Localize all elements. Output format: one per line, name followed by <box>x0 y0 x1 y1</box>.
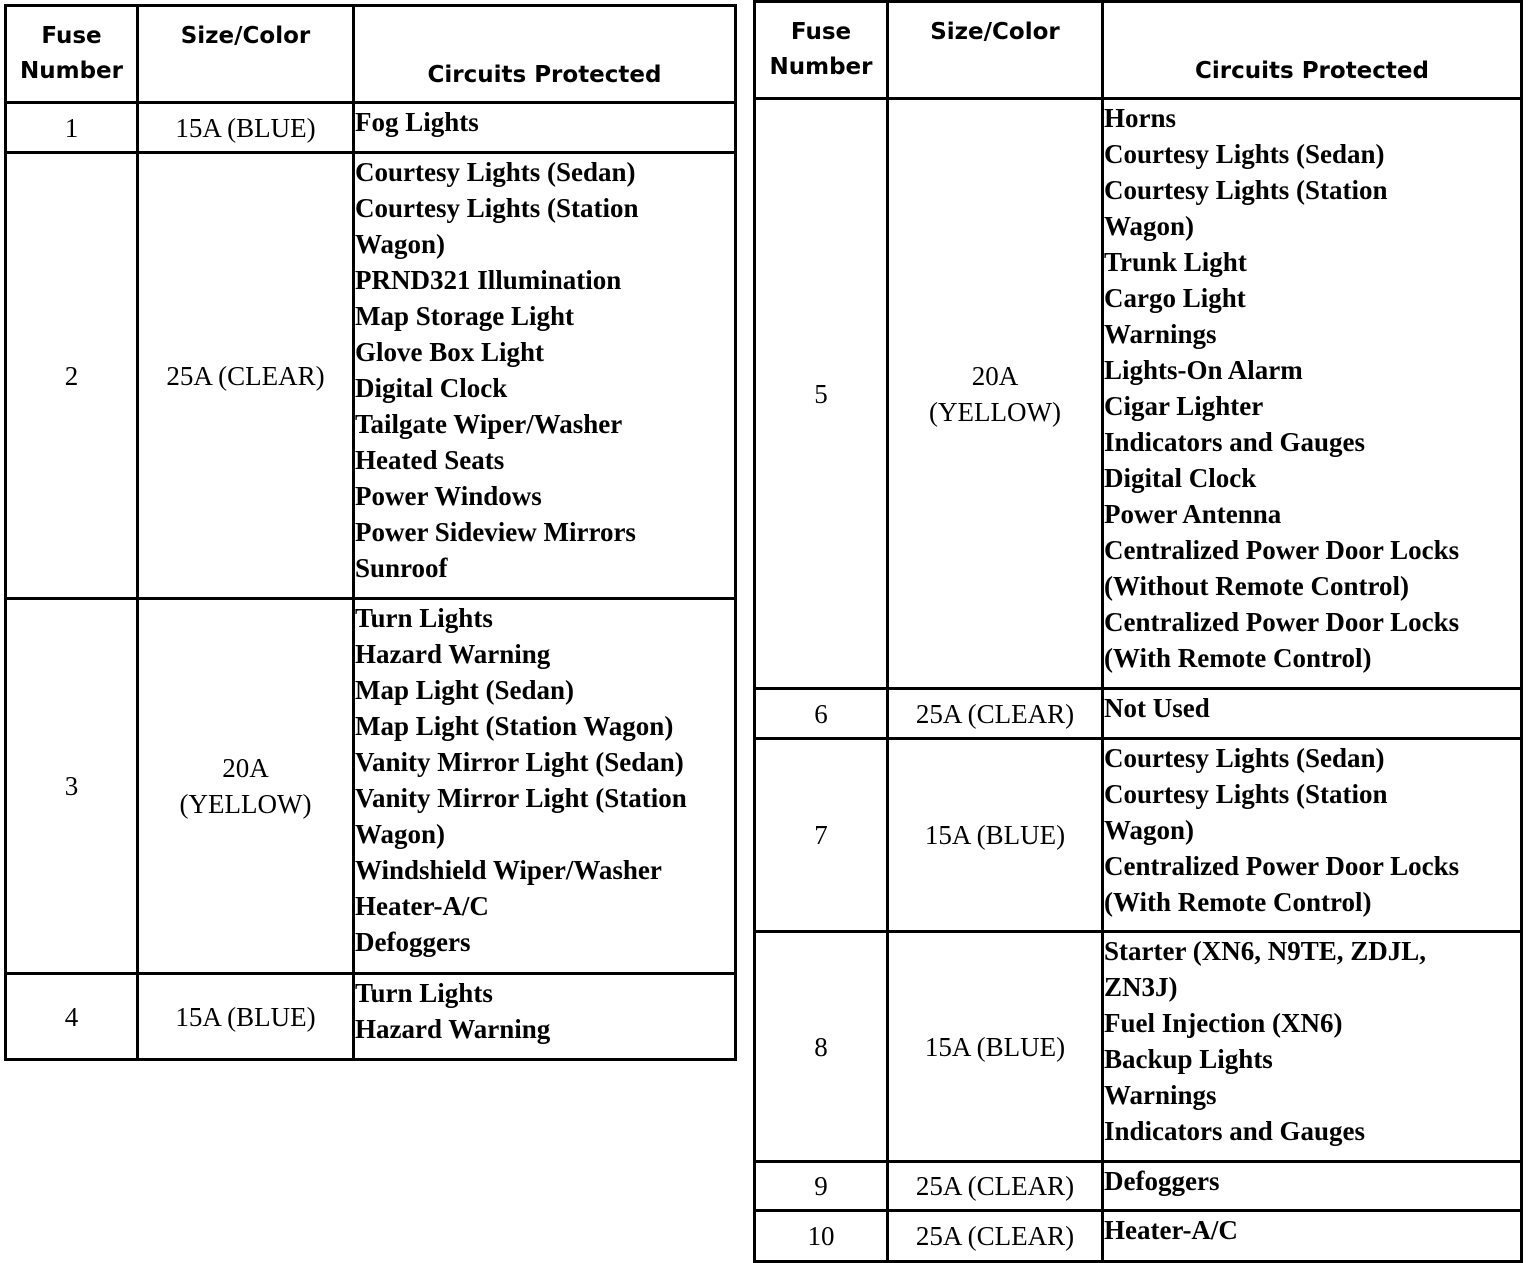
fuse-number: 3 <box>6 599 138 974</box>
header-size-color: Size/Color <box>138 6 354 103</box>
fuse-number: 1 <box>6 103 138 153</box>
header-size-color: Size/Color <box>888 2 1103 99</box>
circuit-item: Not Used <box>1104 693 1210 723</box>
header-fuse-line1: Fuse <box>790 19 852 45</box>
circuit-item: Lights-On Alarm <box>1104 355 1303 385</box>
table-row <box>755 689 1522 739</box>
circuits-cell <box>1103 1211 1522 1262</box>
circuit-item: Warnings <box>1104 319 1217 349</box>
circuits-cell <box>1103 99 1522 689</box>
circuit-item: Map Storage Light <box>355 301 574 331</box>
fuse-number: 8 <box>755 932 888 1162</box>
fuse-size <box>888 99 1103 689</box>
circuit-item: Wagon) <box>1104 211 1195 241</box>
circuit-item: Vanity Mirror Light (Sedan) <box>355 747 684 777</box>
circuit-item: Defoggers <box>1104 1166 1220 1196</box>
circuit-item: Map Light (Station Wagon) <box>355 711 674 741</box>
fuse-size-line1: 20A <box>971 360 1019 391</box>
circuit-item: Fog Lights <box>355 107 479 137</box>
fuse-table-left <box>4 4 737 1061</box>
fuse-number: 7 <box>755 739 888 932</box>
circuit-item: Defoggers <box>355 927 471 957</box>
circuits-cell <box>354 103 736 153</box>
table-row <box>6 153 736 599</box>
circuit-item: Wagon) <box>355 819 446 849</box>
circuit-item: Map Light (Sedan) <box>355 675 575 705</box>
fuse-size <box>138 599 354 974</box>
header-circuits: Circuits Protected <box>1103 2 1522 99</box>
circuit-item: Tailgate Wiper/Washer <box>355 409 623 439</box>
circuit-item: PRND321 Illumination <box>355 265 622 295</box>
header-row <box>755 2 1522 99</box>
circuit-item: Indicators and Gauges <box>1104 427 1366 457</box>
circuit-item: Wagon) <box>355 229 446 259</box>
header-fuse-line2: Number <box>20 58 123 84</box>
fuse-size: 25A (CLEAR) <box>888 689 1103 739</box>
fuse-number: 2 <box>6 153 138 599</box>
circuit-item: Heater-A/C <box>355 891 489 921</box>
circuit-item: Heater-A/C <box>1104 1215 1238 1245</box>
circuit-item: Courtesy Lights (Sedan) <box>1104 743 1385 773</box>
circuits-cell <box>1103 1162 1522 1211</box>
table-row <box>755 1162 1522 1211</box>
circuit-item: Starter (XN6, N9TE, ZDJL, <box>1104 936 1426 966</box>
header-fuse-number <box>755 2 888 99</box>
fuse-table-right <box>753 0 1523 1263</box>
circuit-item: Courtesy Lights (Station <box>355 193 639 223</box>
circuit-item: (Without Remote Control) <box>1104 571 1409 601</box>
circuit-item: ZN3J) <box>1104 972 1178 1002</box>
circuit-item: Horns <box>1104 103 1177 133</box>
circuit-item: Warnings <box>1104 1080 1217 1110</box>
circuit-item: Power Antenna <box>1104 499 1282 529</box>
header-fuse-number <box>6 6 138 103</box>
table-row <box>6 974 736 1060</box>
fuse-size-line1: 20A <box>222 753 269 783</box>
header-fuse-line1: Fuse <box>41 23 102 49</box>
fuse-size: 15A (BLUE) <box>138 103 354 153</box>
circuit-item: (With Remote Control) <box>1104 643 1372 673</box>
circuit-item: Fuel Injection (XN6) <box>1104 1008 1343 1038</box>
circuit-item: Hazard Warning <box>355 639 551 669</box>
circuits-cell <box>354 974 736 1060</box>
circuits-cell <box>354 599 736 974</box>
table-row <box>755 932 1522 1162</box>
circuit-item: Power Sideview Mirrors <box>355 517 636 547</box>
circuit-item: Wagon) <box>1104 815 1195 845</box>
circuit-item: Sunroof <box>355 553 448 583</box>
circuit-item: Hazard Warning <box>355 1014 551 1044</box>
fuse-size: 15A (BLUE) <box>888 932 1103 1162</box>
circuit-item: Backup Lights <box>1104 1044 1273 1074</box>
header-circuits: Circuits Protected <box>354 6 736 103</box>
table-row <box>755 739 1522 932</box>
circuit-item: Courtesy Lights (Sedan) <box>355 157 636 187</box>
circuit-item: Cargo Light <box>1104 283 1246 313</box>
circuits-cell <box>354 153 736 599</box>
fuse-size: 15A (BLUE) <box>888 739 1103 932</box>
circuit-item: Vanity Mirror Light (Station <box>355 783 687 813</box>
fuse-size: 25A (CLEAR) <box>138 153 354 599</box>
circuit-item: Centralized Power Door Locks <box>1104 607 1460 637</box>
fuse-number: 4 <box>6 974 138 1060</box>
circuits-cell <box>1103 932 1522 1162</box>
circuit-item: Cigar Lighter <box>1104 391 1264 421</box>
circuit-item: Trunk Light <box>1104 247 1247 277</box>
fuse-size-line2: (YELLOW) <box>179 789 312 819</box>
header-fuse-line2: Number <box>769 54 873 80</box>
circuit-item: Turn Lights <box>355 978 493 1008</box>
circuit-item: Indicators and Gauges <box>1104 1116 1366 1146</box>
table-row <box>6 103 736 153</box>
circuit-item: Courtesy Lights (Sedan) <box>1104 139 1385 169</box>
fuse-number: 6 <box>755 689 888 739</box>
fuse-size: 25A (CLEAR) <box>888 1162 1103 1211</box>
circuit-item: Digital Clock <box>355 373 508 403</box>
circuit-item: Centralized Power Door Locks <box>1104 535 1460 565</box>
circuit-item: Heated Seats <box>355 445 505 475</box>
fuse-number: 9 <box>755 1162 888 1211</box>
fuse-size: 15A (BLUE) <box>138 974 354 1060</box>
table-row <box>6 599 736 974</box>
circuit-item: Courtesy Lights (Station <box>1104 175 1388 205</box>
table-row <box>755 1211 1522 1262</box>
fuse-number: 5 <box>755 99 888 689</box>
table-row <box>755 99 1522 689</box>
circuit-item: Windshield Wiper/Washer <box>355 855 662 885</box>
fuse-number: 10 <box>755 1211 888 1262</box>
circuit-item: Turn Lights <box>355 603 493 633</box>
circuits-cell <box>1103 739 1522 932</box>
fuse-size-line2: (YELLOW) <box>929 396 1061 427</box>
circuits-cell <box>1103 689 1522 739</box>
fuse-size: 25A (CLEAR) <box>888 1211 1103 1262</box>
circuit-item: Power Windows <box>355 481 542 511</box>
circuit-item: Digital Clock <box>1104 463 1257 493</box>
circuit-item: Courtesy Lights (Station <box>1104 779 1388 809</box>
circuit-item: (With Remote Control) <box>1104 887 1372 917</box>
circuit-item: Glove Box Light <box>355 337 545 367</box>
header-row <box>6 6 736 103</box>
circuit-item: Centralized Power Door Locks <box>1104 851 1460 881</box>
